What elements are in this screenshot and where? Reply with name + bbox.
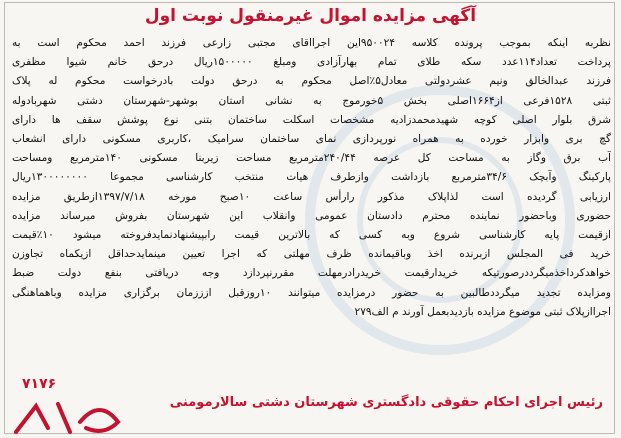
- notice-code: ۷۱۷۶: [22, 376, 57, 392]
- signature-text: رئیس اجرای احکام حقوقی دادگستری شهرستان دشتی سالارمومنی: [169, 395, 603, 410]
- body-line: خواهدکرداخذمیگرددرصورتیکه خریدارقیمت خریدرادرمهلت مقررنپردازد وجه دریافتی بنفع دولت ضبط: [12, 267, 611, 280]
- body-line: آب برق وگاز به مساحت کل عرصه ۲۴۰/۴۴مترمربع مساحت زیربنا مسکونی ۱۴۰مترمربع ومساحت: [12, 152, 611, 165]
- body-line: گچ بری وابزار خورده به همراه نورپردازی نمای ساختمان سرامیک ،کاربری مسکونی دارای انشعاب: [12, 133, 611, 146]
- handwritten-mark: [8, 392, 138, 438]
- notice-title: آگهی مزایده اموال غیرمنقول نوبت اول: [144, 6, 477, 26]
- body-line: پارکینگ وآبچک ۳۴/۶مترمربع بازداشت وازطرف هیات منتخب کارشناسی مجموعا ۱۳۰۰۰۰۰۰۰۰ریال: [12, 171, 611, 184]
- body-line: شرق بلوار اصلی کوچه شهیدمحمدزادیه مشخصات اسکلت ساختمان بتنی نوع پوشش سقف ها دارای: [12, 113, 611, 126]
- body-line: ارزیابی گردیده است لذاپلاک مذکور رارأس ساعت ۱۰صبح مورخه ۱۳۹۷/۷/۱۸ازطریق مزایده: [12, 190, 611, 203]
- body-line: فرزند عبدالخالق ونیم عشردولتی معادل۵٪اصل محکوم به درحق دولت بادرخواست محکوم له پلاک: [12, 75, 611, 88]
- body-line: نظربه اینکه بموجب پرونده کلاسه ۹۵۰۰۲۴این اجرااقای مجتبی زارعی فرزند احمد محکوم است به: [12, 37, 611, 49]
- body-line: ثبتی ۱۵۲۸فرعی از۱۶۶۴اصلی بخش ۵خورموج به نشانی استان بوشهر-شهرستان دشتی شهربادوله: [12, 94, 611, 107]
- body-line: حضوری وباحضور نماینده محترم دادستان عمومی وانقلاب این شهرستان بفروش میرساند مزایده: [12, 209, 611, 222]
- body-line: ازقیمت پایه کارشناسی شروع وبه کسی که بالاترین قیمت رابپیشنهادنمایدفروخته میشود ۱۰٪قیمت: [12, 229, 611, 242]
- body-line: اجراازپلاک ثبتی موضوع مزایده بازدیدبعمل آورند م الف۲۷۹: [354, 305, 611, 318]
- body-line: خرید فی المجلس ازبرنده اخذ وباقیمانده ظرف مهلتی که اجرا تعیین مینمایدحداقل ازیکماه تجاوزن: [12, 248, 611, 261]
- body-line: ومزایده تجدید میگرددطالبین به حضور درمزایده میتوانند ۱۰روزقبل ازززمان برگزاری مزایده وباهماهنگی: [12, 286, 611, 299]
- notice-body: [12, 34, 611, 322]
- body-line: پرداخت تعداد۱۱۴عدد سکه طلای تمام بهارآزادی ومبلغ ۱۵۰۰۰۰۰ریال درحق خانم شیوا مظفری: [12, 56, 611, 69]
